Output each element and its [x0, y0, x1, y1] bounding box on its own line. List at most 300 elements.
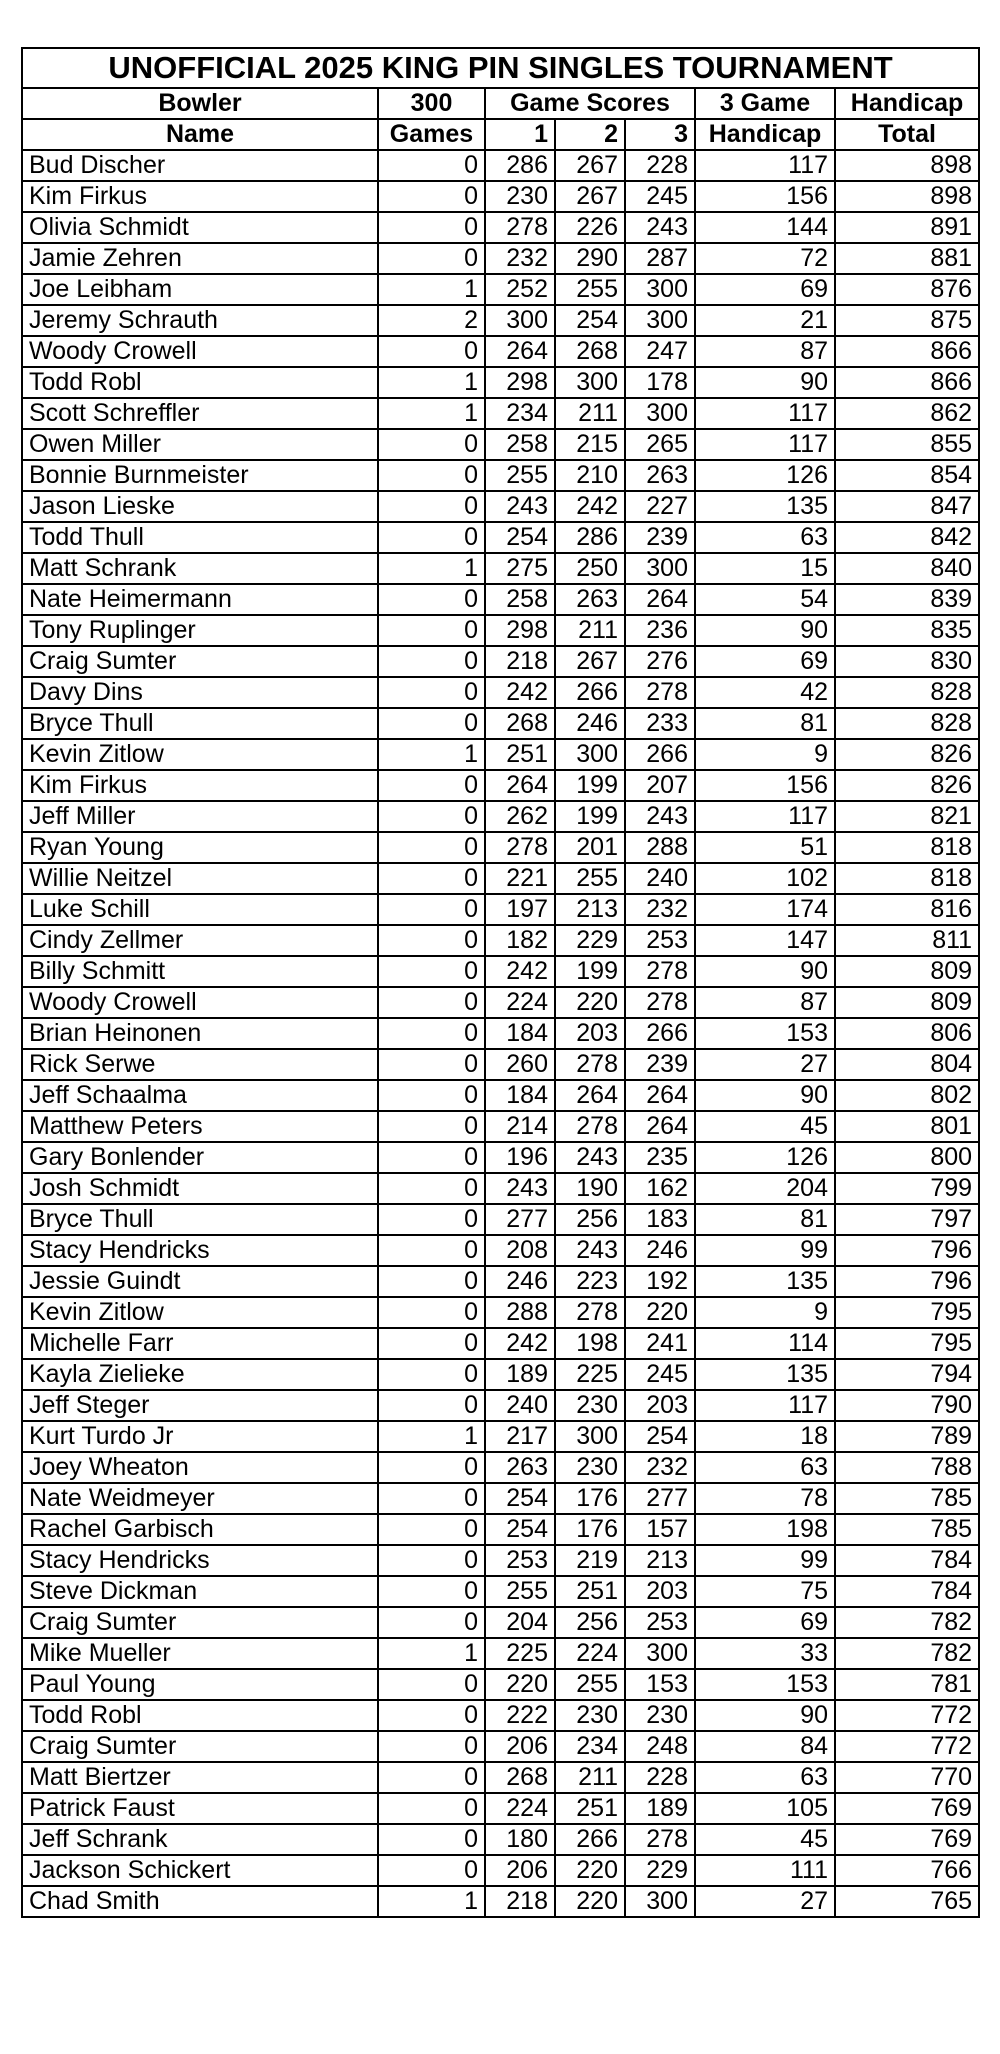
total-cell: 875 [835, 305, 979, 336]
header-name: Name [22, 119, 378, 150]
table-row [22, 274, 979, 305]
header-3-game: 3 Game [695, 88, 835, 119]
games-300-cell: 0 [378, 925, 485, 956]
total-cell: 881 [835, 243, 979, 274]
game-3-cell: 247 [625, 336, 695, 367]
game-2-cell: 211 [555, 615, 625, 646]
game-2-cell: 224 [555, 1638, 625, 1669]
game-1-cell: 217 [485, 1421, 555, 1452]
game-3-cell: 220 [625, 1297, 695, 1328]
game-1-cell: 234 [485, 398, 555, 429]
bowler-name-cell: Gary Bonlender [22, 1142, 378, 1173]
header-handicap-sub: Handicap [695, 119, 835, 150]
game-3-cell: 228 [625, 1762, 695, 1793]
game-2-cell: 267 [555, 150, 625, 181]
table-row [22, 398, 979, 429]
handicap-cell: 117 [695, 398, 835, 429]
bowler-name-cell: Joey Wheaton [22, 1452, 378, 1483]
games-300-cell: 1 [378, 1638, 485, 1669]
game-3-cell: 278 [625, 956, 695, 987]
handicap-cell: 54 [695, 584, 835, 615]
game-1-cell: 258 [485, 584, 555, 615]
game-1-cell: 197 [485, 894, 555, 925]
game-2-cell: 263 [555, 584, 625, 615]
games-300-cell: 0 [378, 646, 485, 677]
game-2-cell: 213 [555, 894, 625, 925]
game-1-cell: 240 [485, 1390, 555, 1421]
total-cell: 796 [835, 1235, 979, 1266]
table-row [22, 677, 979, 708]
game-3-cell: 263 [625, 460, 695, 491]
games-300-cell: 0 [378, 212, 485, 243]
game-1-cell: 220 [485, 1669, 555, 1700]
game-1-cell: 264 [485, 336, 555, 367]
game-1-cell: 206 [485, 1855, 555, 1886]
game-1-cell: 277 [485, 1204, 555, 1235]
game-1-cell: 254 [485, 1483, 555, 1514]
table-row [22, 1638, 979, 1669]
game-2-cell: 234 [555, 1731, 625, 1762]
handicap-cell: 9 [695, 739, 835, 770]
games-300-cell: 0 [378, 801, 485, 832]
game-2-cell: 286 [555, 522, 625, 553]
table-row [22, 1359, 979, 1390]
games-300-cell: 1 [378, 1886, 485, 1917]
total-cell: 839 [835, 584, 979, 615]
game-2-cell: 243 [555, 1235, 625, 1266]
game-2-cell: 242 [555, 491, 625, 522]
handicap-cell: 153 [695, 1018, 835, 1049]
handicap-cell: 174 [695, 894, 835, 925]
game-3-cell: 245 [625, 1359, 695, 1390]
bowler-name-cell: Bryce Thull [22, 708, 378, 739]
total-cell: 772 [835, 1731, 979, 1762]
games-300-cell: 0 [378, 1855, 485, 1886]
game-1-cell: 298 [485, 615, 555, 646]
game-3-cell: 240 [625, 863, 695, 894]
total-cell: 794 [835, 1359, 979, 1390]
game-1-cell: 243 [485, 1173, 555, 1204]
game-3-cell: 287 [625, 243, 695, 274]
game-1-cell: 286 [485, 150, 555, 181]
game-2-cell: 255 [555, 863, 625, 894]
total-cell: 854 [835, 460, 979, 491]
total-cell: 788 [835, 1452, 979, 1483]
games-300-cell: 0 [378, 1545, 485, 1576]
total-cell: 799 [835, 1173, 979, 1204]
bowler-name-cell: Craig Sumter [22, 646, 378, 677]
bowler-name-cell: Rachel Garbisch [22, 1514, 378, 1545]
table-row [22, 1142, 979, 1173]
game-2-cell: 230 [555, 1390, 625, 1421]
bowler-name-cell: Jeff Schaalma [22, 1080, 378, 1111]
bowler-name-cell: Nate Heimermann [22, 584, 378, 615]
table-row [22, 801, 979, 832]
game-3-cell: 253 [625, 925, 695, 956]
game-1-cell: 242 [485, 677, 555, 708]
games-300-cell: 0 [378, 708, 485, 739]
total-cell: 826 [835, 770, 979, 801]
game-2-cell: 219 [555, 1545, 625, 1576]
games-300-cell: 0 [378, 1080, 485, 1111]
bowler-name-cell: Kim Firkus [22, 181, 378, 212]
game-3-cell: 207 [625, 770, 695, 801]
game-2-cell: 256 [555, 1607, 625, 1638]
game-1-cell: 180 [485, 1824, 555, 1855]
bowler-name-cell: Steve Dickman [22, 1576, 378, 1607]
game-3-cell: 203 [625, 1576, 695, 1607]
table-row [22, 1018, 979, 1049]
handicap-cell: 87 [695, 987, 835, 1018]
game-3-cell: 241 [625, 1328, 695, 1359]
game-2-cell: 203 [555, 1018, 625, 1049]
table-row [22, 150, 979, 181]
game-2-cell: 250 [555, 553, 625, 584]
handicap-cell: 102 [695, 863, 835, 894]
table-row [22, 1793, 979, 1824]
total-cell: 821 [835, 801, 979, 832]
game-3-cell: 239 [625, 522, 695, 553]
games-300-cell: 0 [378, 894, 485, 925]
game-2-cell: 176 [555, 1483, 625, 1514]
game-3-cell: 232 [625, 1452, 695, 1483]
bowler-name-cell: Jackson Schickert [22, 1855, 378, 1886]
games-300-cell: 0 [378, 1731, 485, 1762]
game-2-cell: 220 [555, 987, 625, 1018]
game-1-cell: 224 [485, 1793, 555, 1824]
game-2-cell: 176 [555, 1514, 625, 1545]
handicap-cell: 147 [695, 925, 835, 956]
game-2-cell: 278 [555, 1297, 625, 1328]
handicap-cell: 90 [695, 367, 835, 398]
table-row [22, 336, 979, 367]
game-1-cell: 222 [485, 1700, 555, 1731]
handicap-cell: 144 [695, 212, 835, 243]
total-cell: 898 [835, 181, 979, 212]
game-1-cell: 260 [485, 1049, 555, 1080]
handicap-cell: 105 [695, 1793, 835, 1824]
bowler-name-cell: Kurt Turdo Jr [22, 1421, 378, 1452]
bowler-name-cell: Olivia Schmidt [22, 212, 378, 243]
total-cell: 782 [835, 1607, 979, 1638]
table-row [22, 770, 979, 801]
handicap-cell: 63 [695, 1762, 835, 1793]
game-3-cell: 300 [625, 553, 695, 584]
bowler-name-cell: Todd Thull [22, 522, 378, 553]
game-2-cell: 300 [555, 739, 625, 770]
games-300-cell: 0 [378, 1204, 485, 1235]
total-cell: 770 [835, 1762, 979, 1793]
total-cell: 781 [835, 1669, 979, 1700]
game-3-cell: 278 [625, 677, 695, 708]
total-cell: 801 [835, 1111, 979, 1142]
games-300-cell: 0 [378, 1142, 485, 1173]
game-3-cell: 183 [625, 1204, 695, 1235]
game-3-cell: 264 [625, 1080, 695, 1111]
bowler-name-cell: Woody Crowell [22, 987, 378, 1018]
bowler-name-cell: Jeremy Schrauth [22, 305, 378, 336]
bowler-name-cell: Bud Discher [22, 150, 378, 181]
game-3-cell: 245 [625, 181, 695, 212]
games-300-cell: 0 [378, 336, 485, 367]
header-game-3: 3 [625, 119, 695, 150]
table-row [22, 1452, 979, 1483]
game-1-cell: 221 [485, 863, 555, 894]
table-row [22, 522, 979, 553]
game-2-cell: 199 [555, 956, 625, 987]
games-300-cell: 0 [378, 460, 485, 491]
handicap-cell: 75 [695, 1576, 835, 1607]
handicap-cell: 78 [695, 1483, 835, 1514]
total-cell: 866 [835, 336, 979, 367]
total-cell: 802 [835, 1080, 979, 1111]
total-cell: 785 [835, 1514, 979, 1545]
handicap-cell: 111 [695, 1855, 835, 1886]
game-1-cell: 218 [485, 1886, 555, 1917]
game-3-cell: 288 [625, 832, 695, 863]
handicap-cell: 198 [695, 1514, 835, 1545]
bowler-name-cell: Willie Neitzel [22, 863, 378, 894]
header-300: 300 [378, 88, 485, 119]
game-3-cell: 246 [625, 1235, 695, 1266]
game-3-cell: 243 [625, 801, 695, 832]
total-cell: 840 [835, 553, 979, 584]
handicap-cell: 18 [695, 1421, 835, 1452]
game-2-cell: 223 [555, 1266, 625, 1297]
game-2-cell: 211 [555, 398, 625, 429]
games-300-cell: 0 [378, 1514, 485, 1545]
game-2-cell: 210 [555, 460, 625, 491]
game-1-cell: 184 [485, 1018, 555, 1049]
table-row [22, 305, 979, 336]
game-2-cell: 229 [555, 925, 625, 956]
games-300-cell: 0 [378, 1390, 485, 1421]
handicap-cell: 90 [695, 1700, 835, 1731]
game-3-cell: 229 [625, 1855, 695, 1886]
game-1-cell: 224 [485, 987, 555, 1018]
game-1-cell: 268 [485, 708, 555, 739]
table-row [22, 1266, 979, 1297]
game-2-cell: 201 [555, 832, 625, 863]
table-row [22, 1483, 979, 1514]
bowler-name-cell: Ryan Young [22, 832, 378, 863]
games-300-cell: 0 [378, 491, 485, 522]
game-2-cell: 220 [555, 1886, 625, 1917]
handicap-cell: 9 [695, 1297, 835, 1328]
game-2-cell: 278 [555, 1111, 625, 1142]
total-cell: 795 [835, 1328, 979, 1359]
games-300-cell: 1 [378, 398, 485, 429]
games-300-cell: 0 [378, 1762, 485, 1793]
bowler-name-cell: Jeff Miller [22, 801, 378, 832]
bowler-name-cell: Kayla Zielieke [22, 1359, 378, 1390]
game-3-cell: 243 [625, 212, 695, 243]
header-game-2: 2 [555, 119, 625, 150]
games-300-cell: 0 [378, 987, 485, 1018]
handicap-cell: 90 [695, 1080, 835, 1111]
game-2-cell: 278 [555, 1049, 625, 1080]
game-2-cell: 215 [555, 429, 625, 460]
game-3-cell: 153 [625, 1669, 695, 1700]
table-row [22, 243, 979, 274]
total-cell: 772 [835, 1700, 979, 1731]
results-table [21, 47, 980, 1918]
total-cell: 766 [835, 1855, 979, 1886]
title-row [22, 48, 979, 88]
table-row [22, 1297, 979, 1328]
total-cell: 806 [835, 1018, 979, 1049]
total-cell: 835 [835, 615, 979, 646]
handicap-cell: 117 [695, 801, 835, 832]
game-2-cell: 251 [555, 1793, 625, 1824]
table-row [22, 1328, 979, 1359]
games-300-cell: 0 [378, 1607, 485, 1638]
handicap-cell: 90 [695, 956, 835, 987]
games-300-cell: 0 [378, 150, 485, 181]
game-1-cell: 264 [485, 770, 555, 801]
bowler-name-cell: Stacy Hendricks [22, 1235, 378, 1266]
handicap-cell: 114 [695, 1328, 835, 1359]
game-2-cell: 211 [555, 1762, 625, 1793]
table-row [22, 212, 979, 243]
bowler-name-cell: Kevin Zitlow [22, 1297, 378, 1328]
handicap-cell: 117 [695, 150, 835, 181]
game-3-cell: 278 [625, 1824, 695, 1855]
handicap-cell: 99 [695, 1235, 835, 1266]
game-1-cell: 298 [485, 367, 555, 398]
game-1-cell: 232 [485, 243, 555, 274]
total-cell: 797 [835, 1204, 979, 1235]
table-row [22, 615, 979, 646]
game-1-cell: 300 [485, 305, 555, 336]
game-3-cell: 162 [625, 1173, 695, 1204]
header-game-1: 1 [485, 119, 555, 150]
game-3-cell: 203 [625, 1390, 695, 1421]
games-300-cell: 1 [378, 274, 485, 305]
total-cell: 765 [835, 1886, 979, 1917]
table-body [22, 150, 979, 1917]
total-cell: 782 [835, 1638, 979, 1669]
bowler-name-cell: Matt Schrank [22, 553, 378, 584]
games-300-cell: 0 [378, 243, 485, 274]
game-2-cell: 266 [555, 677, 625, 708]
game-1-cell: 242 [485, 1328, 555, 1359]
handicap-cell: 135 [695, 1359, 835, 1390]
game-3-cell: 265 [625, 429, 695, 460]
handicap-cell: 51 [695, 832, 835, 863]
games-300-cell: 1 [378, 1421, 485, 1452]
bowler-name-cell: Jamie Zehren [22, 243, 378, 274]
total-cell: 876 [835, 274, 979, 305]
table-row [22, 1669, 979, 1700]
bowler-name-cell: Craig Sumter [22, 1731, 378, 1762]
handicap-cell: 117 [695, 1390, 835, 1421]
header-handicap: Handicap [835, 88, 979, 119]
table-row [22, 553, 979, 584]
game-3-cell: 266 [625, 739, 695, 770]
handicap-cell: 99 [695, 1545, 835, 1576]
games-300-cell: 0 [378, 1359, 485, 1390]
game-2-cell: 300 [555, 1421, 625, 1452]
bowler-name-cell: Tony Ruplinger [22, 615, 378, 646]
game-3-cell: 276 [625, 646, 695, 677]
header-game-scores: Game Scores [485, 88, 695, 119]
table-row [22, 367, 979, 398]
games-300-cell: 0 [378, 1266, 485, 1297]
games-300-cell: 0 [378, 1328, 485, 1359]
total-cell: 804 [835, 1049, 979, 1080]
games-300-cell: 1 [378, 367, 485, 398]
games-300-cell: 0 [378, 863, 485, 894]
bowler-name-cell: Cindy Zellmer [22, 925, 378, 956]
games-300-cell: 0 [378, 181, 485, 212]
handicap-cell: 156 [695, 181, 835, 212]
games-300-cell: 0 [378, 832, 485, 863]
bowler-name-cell: Craig Sumter [22, 1607, 378, 1638]
bowler-name-cell: Stacy Hendricks [22, 1545, 378, 1576]
total-cell: 898 [835, 150, 979, 181]
total-cell: 809 [835, 987, 979, 1018]
table-row [22, 1514, 979, 1545]
handicap-cell: 15 [695, 553, 835, 584]
total-cell: 826 [835, 739, 979, 770]
games-300-cell: 0 [378, 429, 485, 460]
game-1-cell: 258 [485, 429, 555, 460]
header-row-1 [22, 88, 979, 119]
handicap-cell: 81 [695, 1204, 835, 1235]
game-1-cell: 184 [485, 1080, 555, 1111]
handicap-cell: 69 [695, 646, 835, 677]
table-row [22, 1700, 979, 1731]
game-3-cell: 192 [625, 1266, 695, 1297]
total-cell: 828 [835, 708, 979, 739]
game-3-cell: 178 [625, 367, 695, 398]
handicap-cell: 69 [695, 274, 835, 305]
game-3-cell: 232 [625, 894, 695, 925]
game-3-cell: 254 [625, 1421, 695, 1452]
game-3-cell: 236 [625, 615, 695, 646]
bowler-name-cell: Todd Robl [22, 1700, 378, 1731]
game-2-cell: 255 [555, 1669, 625, 1700]
game-1-cell: 254 [485, 1514, 555, 1545]
total-cell: 855 [835, 429, 979, 460]
game-3-cell: 266 [625, 1018, 695, 1049]
game-1-cell: 278 [485, 212, 555, 243]
game-1-cell: 182 [485, 925, 555, 956]
header-total: Total [835, 119, 979, 150]
table-row [22, 1731, 979, 1762]
handicap-cell: 84 [695, 1731, 835, 1762]
game-2-cell: 264 [555, 1080, 625, 1111]
handicap-cell: 21 [695, 305, 835, 336]
bowler-name-cell: Matthew Peters [22, 1111, 378, 1142]
total-cell: 866 [835, 367, 979, 398]
games-300-cell: 0 [378, 1049, 485, 1080]
table-row [22, 987, 979, 1018]
table-row [22, 429, 979, 460]
game-2-cell: 268 [555, 336, 625, 367]
games-300-cell: 0 [378, 1700, 485, 1731]
table-row [22, 1111, 979, 1142]
games-300-cell: 0 [378, 1824, 485, 1855]
games-300-cell: 0 [378, 1576, 485, 1607]
total-cell: 796 [835, 1266, 979, 1297]
game-3-cell: 277 [625, 1483, 695, 1514]
total-cell: 891 [835, 212, 979, 243]
total-cell: 769 [835, 1824, 979, 1855]
bowler-name-cell: Chad Smith [22, 1886, 378, 1917]
game-1-cell: 288 [485, 1297, 555, 1328]
